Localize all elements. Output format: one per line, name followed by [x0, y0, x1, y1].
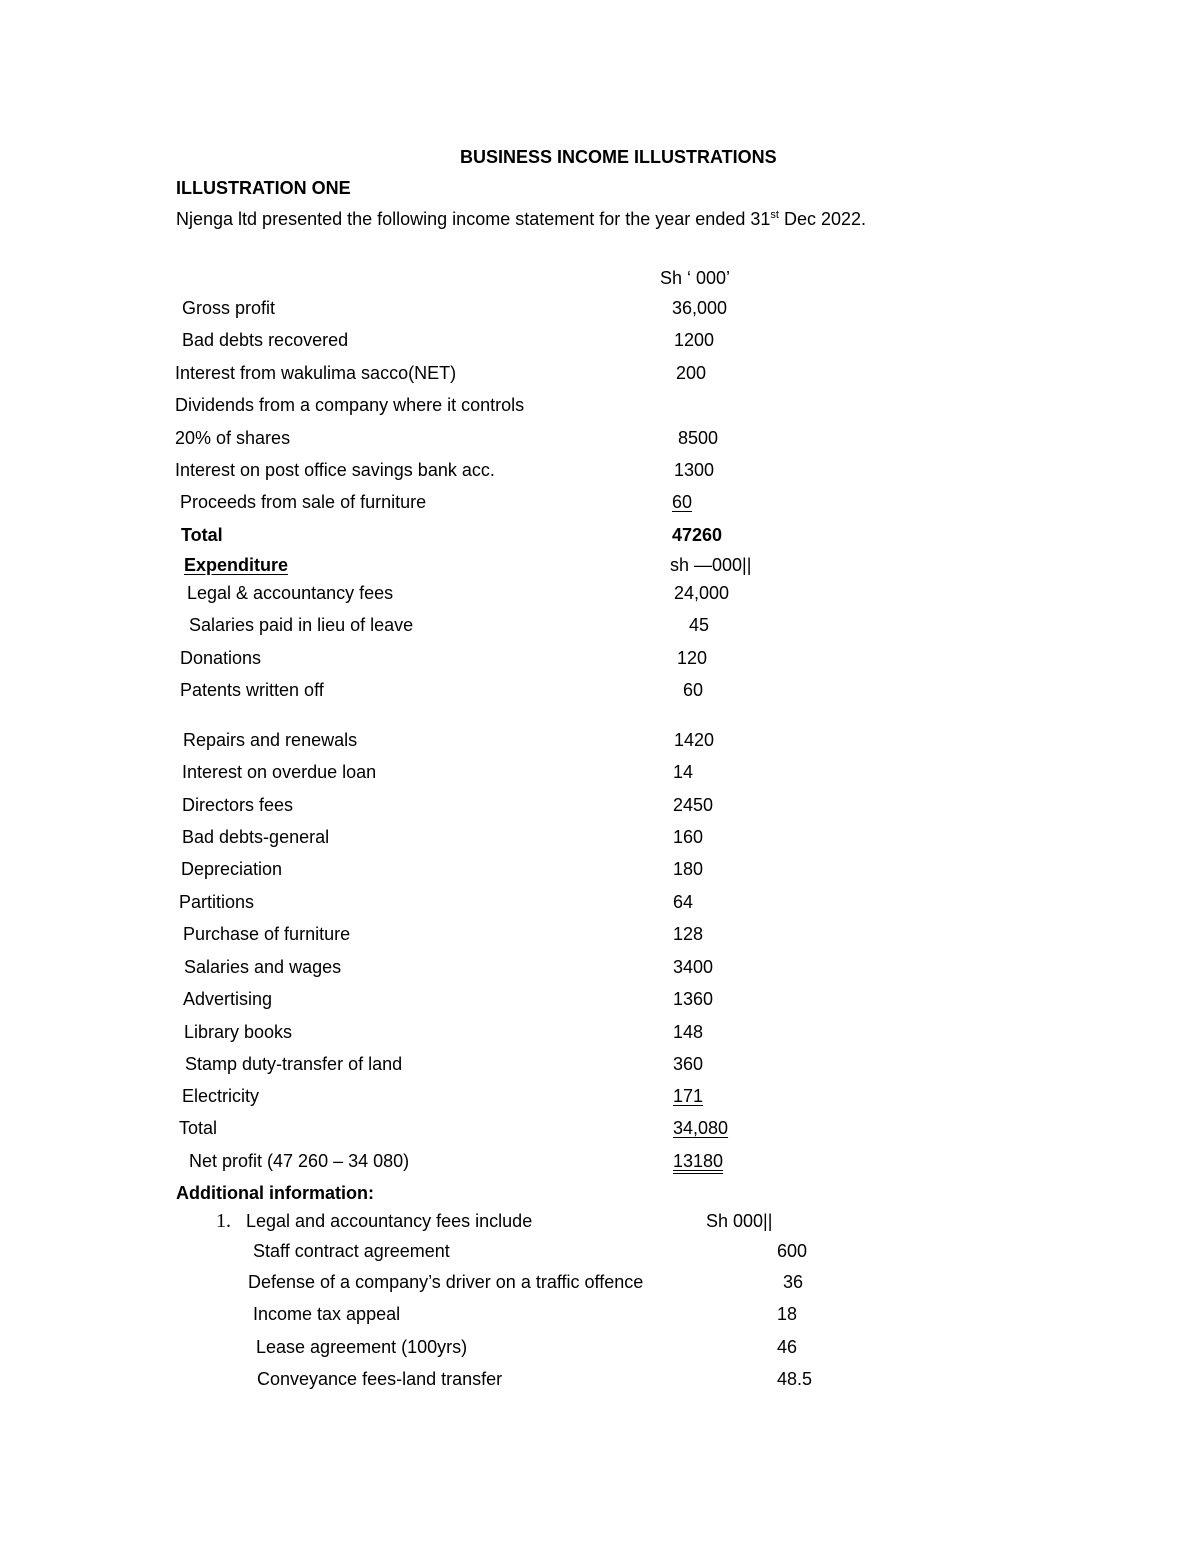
income-row-label: Interest from wakulima sacco(NET)	[175, 363, 457, 383]
income-row-label: Gross profit	[182, 298, 276, 318]
expense-row-value: 1360	[673, 989, 714, 1009]
expenditure-heading: Expenditure	[184, 555, 289, 575]
expense-row-label: Library books	[184, 1022, 293, 1042]
income-total-value: 47260	[672, 525, 723, 545]
income-total-label: Total	[181, 525, 223, 545]
expense-row-value: 148	[673, 1022, 704, 1042]
fee-row-label: Defense of a company’s driver on a traffic offence	[248, 1272, 644, 1292]
expense-row-label: Bad debts-general	[182, 827, 330, 847]
expense-row-value: 3400	[673, 957, 714, 977]
intro-text: Njenga ltd presented the following income statement for the year ended 31	[176, 209, 771, 229]
fee-row-label: Lease agreement (100yrs)	[256, 1337, 468, 1357]
expense-row-label: Patents written off	[180, 680, 324, 700]
income-row-value: 1300	[674, 460, 715, 480]
illustration-heading: ILLUSTRATION ONE	[176, 178, 351, 198]
expense-row-value: 160	[673, 827, 704, 847]
fee-row-label: Conveyance fees-land transfer	[257, 1369, 503, 1389]
income-row-label: 20% of shares	[175, 428, 291, 448]
expense-row-value: 24,000	[674, 583, 730, 603]
expense-row-label: Repairs and renewals	[183, 730, 358, 750]
list-number: 1.	[216, 1210, 231, 1232]
income-row-value: 60	[672, 492, 693, 512]
expense-row-label: Directors fees	[182, 795, 294, 815]
expense-total-label: Total	[179, 1118, 218, 1138]
expense-row-value: 171	[673, 1086, 704, 1106]
expense-row-label: Donations	[180, 648, 262, 668]
expense-total-value: 34,080	[673, 1118, 729, 1138]
expense-row-label: Purchase of furniture	[183, 924, 351, 944]
income-row-label: Interest on post office savings bank acc.	[175, 460, 495, 480]
expense-row-label: Partitions	[179, 892, 255, 912]
fee-row-value: 18	[777, 1304, 798, 1324]
expense-row-value: 128	[673, 924, 704, 944]
income-row-value: 1200	[674, 330, 715, 350]
fee-row-value: 600	[777, 1241, 808, 1261]
expense-row-value: 120	[677, 648, 708, 668]
net-profit-value: 13180	[673, 1151, 724, 1171]
document-title: BUSINESS INCOME ILLUSTRATIONS	[460, 147, 777, 167]
expense-row-value: 180	[673, 859, 704, 879]
intro-paragraph	[176, 208, 866, 230]
expense-row-value: 64	[673, 892, 694, 912]
income-row-label: Dividends from a company where it controls	[175, 395, 525, 415]
fee-row-value: 36	[783, 1272, 804, 1292]
intro-superscript: st	[770, 209, 779, 221]
fee-row-value: 48.5	[777, 1369, 813, 1389]
expenditure-column-header: sh —000||	[670, 555, 752, 575]
intro-text-end: Dec 2022.	[778, 209, 866, 229]
expense-row-label: Salaries paid in lieu of leave	[189, 615, 414, 635]
net-profit-label: Net profit (47 260 – 34 080)	[189, 1151, 410, 1171]
expense-row-value: 14	[673, 762, 694, 782]
expense-row-value: 2450	[673, 795, 714, 815]
list-item-label: Legal and accountancy fees include	[246, 1211, 533, 1231]
additional-info-heading: Additional information:	[176, 1183, 374, 1203]
expense-row-label: Legal & accountancy fees	[187, 583, 394, 603]
expense-row-value: 360	[673, 1054, 704, 1074]
expense-row-label: Depreciation	[181, 859, 283, 879]
expense-row-label: Salaries and wages	[184, 957, 342, 977]
fee-row-label: Staff contract agreement	[253, 1241, 450, 1261]
income-row-label: Bad debts recovered	[182, 330, 349, 350]
fee-row-label: Income tax appeal	[253, 1304, 401, 1324]
expense-row-label: Advertising	[183, 989, 273, 1009]
income-column-header: Sh ‘ 000’	[660, 268, 731, 288]
expense-row-value: 45	[689, 615, 710, 635]
income-row-value: 200	[676, 363, 707, 383]
expense-row-value: 60	[683, 680, 704, 700]
list-item-header: Sh 000||	[706, 1211, 773, 1231]
expense-row-label: Interest on overdue loan	[182, 762, 377, 782]
expense-row-value: 1420	[674, 730, 715, 750]
expense-row-label: Stamp duty-transfer of land	[185, 1054, 403, 1074]
income-row-value: 36,000	[672, 298, 728, 318]
income-row-value: 8500	[678, 428, 719, 448]
expense-row-label: Electricity	[182, 1086, 260, 1106]
fee-row-value: 46	[777, 1337, 798, 1357]
income-row-label: Proceeds from sale of furniture	[180, 492, 427, 512]
